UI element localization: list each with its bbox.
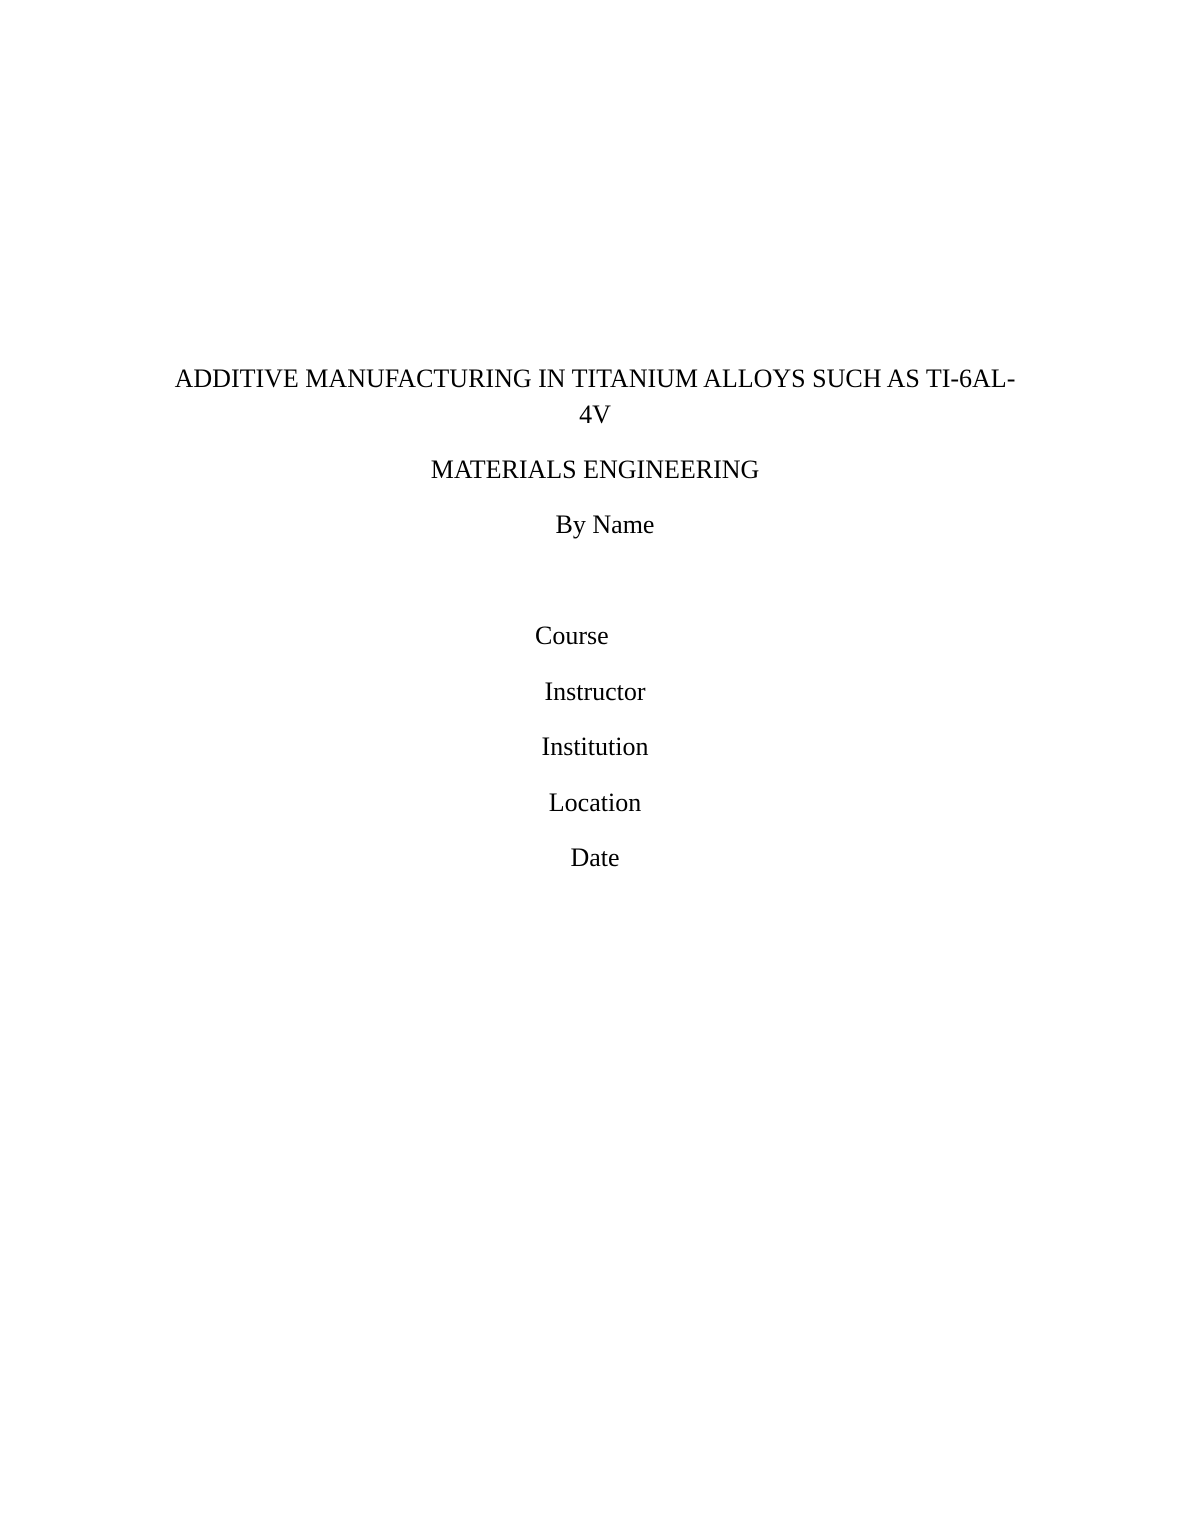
location-line: Location xyxy=(548,788,642,817)
instructor-line: Instructor xyxy=(544,677,646,706)
date-line: Date xyxy=(570,843,620,872)
author-line: By Name xyxy=(555,510,655,539)
course-line: Course xyxy=(535,621,609,650)
title-line-1: ADDITIVE MANUFACTURING IN TITANIUM ALLOYS SUCH AS TI-6AL- xyxy=(174,364,1016,393)
subject-line: MATERIALS ENGINEERING xyxy=(430,455,760,484)
institution-line: Institution xyxy=(541,732,649,761)
title-line-2: 4V xyxy=(579,400,611,429)
